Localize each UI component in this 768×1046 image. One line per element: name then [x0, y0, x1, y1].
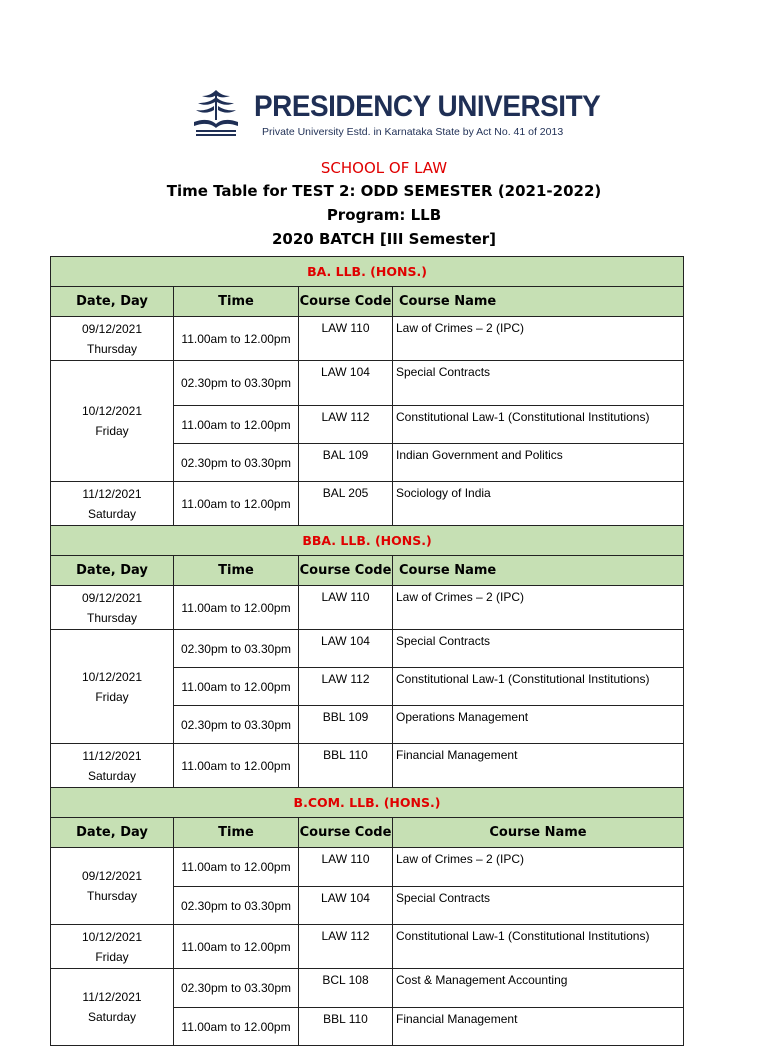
time-cell: 11.00am to 12.00pm — [174, 848, 299, 887]
column-header-row — [51, 287, 684, 317]
table-row — [51, 630, 684, 668]
school-name: SCHOOL OF LAW — [320, 159, 448, 177]
section-header — [51, 788, 684, 818]
column-header-course: Course Name — [393, 556, 684, 586]
date-day-cell — [51, 482, 174, 526]
course-code: LAW 112 — [299, 406, 393, 444]
course-name: Constitutional Law-1 (Constitutional Institutions) — [393, 925, 684, 969]
course-code: BAL 109 — [299, 444, 393, 482]
date-day-cell — [51, 969, 174, 1046]
table-row — [51, 848, 684, 887]
column-header-date: Date, Day — [51, 556, 174, 586]
table-row — [51, 482, 684, 526]
course-name: Financial Management — [393, 744, 684, 788]
date-day-cell — [51, 630, 174, 744]
day: Friday — [95, 949, 129, 964]
table-row — [51, 361, 684, 406]
day: Friday — [95, 424, 129, 438]
column-header-course: Course Name — [393, 287, 684, 317]
column-header-course: Course Name — [393, 818, 684, 848]
course-code: BCL 108 — [299, 969, 393, 1008]
course-code: LAW 104 — [299, 887, 393, 925]
time-cell: 02.30pm to 03.30pm — [174, 444, 299, 482]
time-cell: 02.30pm to 03.30pm — [174, 969, 299, 1008]
time-cell: 11.00am to 12.00pm — [174, 744, 299, 788]
date-day-cell — [51, 586, 174, 630]
column-header-time: Time — [174, 818, 299, 848]
course-code: LAW 112 — [299, 925, 393, 969]
time-cell: 02.30pm to 03.30pm — [174, 887, 299, 925]
time-cell: 02.30pm to 03.30pm — [174, 630, 299, 668]
section-title: B.COM. LLB. (HONS.) — [51, 788, 684, 818]
course-code: LAW 110 — [299, 317, 393, 361]
course-code: LAW 110 — [299, 848, 393, 887]
time-cell: 11.00am to 12.00pm — [174, 317, 299, 361]
date: 10/12/2021 — [81, 669, 143, 684]
course-name: Law of Crimes – 2 (IPC) — [393, 586, 684, 630]
time-cell: 11.00am to 12.00pm — [174, 668, 299, 706]
column-header-time: Time — [174, 556, 299, 586]
university-name: PRESIDENCY UNIVERSITY — [254, 90, 601, 123]
date: 10/12/2021 — [81, 929, 143, 944]
course-name: Law of Crimes – 2 (IPC) — [393, 848, 684, 887]
column-header-code: Course Code — [299, 818, 393, 848]
time-cell: 11.00am to 12.00pm — [174, 925, 299, 969]
date: 11/12/2021 — [82, 486, 142, 501]
date: 09/12/2021 — [81, 321, 143, 336]
table-row — [51, 925, 684, 969]
time-cell: 11.00am to 12.00pm — [174, 1008, 299, 1046]
column-header-row — [51, 818, 684, 848]
course-name: Operations Management — [393, 706, 684, 744]
course-name: Special Contracts — [393, 361, 684, 406]
time-cell: 11.00am to 12.00pm — [174, 482, 299, 526]
date-day-cell — [51, 317, 174, 361]
day: Thursday — [86, 889, 138, 903]
course-name: Financial Management — [393, 1008, 684, 1046]
timetable — [50, 256, 684, 1046]
course-name: Constitutional Law-1 (Constitutional Institutions) — [393, 406, 684, 444]
day: Friday — [95, 689, 129, 704]
course-name: Law of Crimes – 2 (IPC) — [393, 317, 684, 361]
time-cell: 11.00am to 12.00pm — [174, 406, 299, 444]
column-header-code: Course Code — [299, 556, 393, 586]
time-cell: 02.30pm to 03.30pm — [174, 706, 299, 744]
course-code: LAW 104 — [299, 630, 393, 668]
date: 11/12/2021 — [82, 990, 142, 1004]
course-code: BBL 110 — [299, 744, 393, 788]
table-row — [51, 744, 684, 788]
column-header-row — [51, 556, 684, 586]
course-code: LAW 112 — [299, 668, 393, 706]
date: 10/12/2021 — [81, 404, 143, 418]
batch-label: 2020 BATCH [III Semester] — [272, 230, 496, 248]
course-name: Constitutional Law-1 (Constitutional Institutions) — [393, 668, 684, 706]
column-header-code: Course Code — [299, 287, 393, 317]
course-name: Sociology of India — [393, 482, 684, 526]
university-logo — [186, 86, 246, 144]
date-day-cell — [51, 744, 174, 788]
table-row — [51, 317, 684, 361]
date-day-cell — [51, 361, 174, 482]
section-header — [51, 526, 684, 556]
section-header — [51, 257, 684, 287]
day: Thursday — [86, 341, 138, 356]
university-subtitle: Private University Estd. in Karnataka State by Act No. 41 of 2013 — [262, 126, 564, 138]
date-day-cell — [51, 925, 174, 969]
time-cell: 02.30pm to 03.30pm — [174, 361, 299, 406]
program-label: Program: LLB — [326, 206, 442, 224]
course-name: Special Contracts — [393, 630, 684, 668]
column-header-date: Date, Day — [51, 818, 174, 848]
date: 09/12/2021 — [81, 869, 143, 883]
course-code: LAW 104 — [299, 361, 393, 406]
section-title: BA. LLB. (HONS.) — [51, 257, 684, 287]
section-title: BBA. LLB. (HONS.) — [51, 526, 684, 556]
table-row — [51, 969, 684, 1008]
date: 11/12/2021 — [82, 748, 142, 763]
date: 09/12/2021 — [81, 590, 143, 605]
day: Thursday — [86, 610, 138, 625]
course-code: BAL 205 — [299, 482, 393, 526]
timetable-title: Time Table for TEST 2: ODD SEMESTER (2021-2022) — [166, 182, 602, 200]
course-code: BBL 110 — [299, 1008, 393, 1046]
day: Saturday — [87, 1010, 137, 1024]
day: Saturday — [87, 506, 137, 521]
course-name: Indian Government and Politics — [393, 444, 684, 482]
course-name: Cost & Management Accounting — [393, 969, 684, 1008]
course-code: BBL 109 — [299, 706, 393, 744]
course-name: Special Contracts — [393, 887, 684, 925]
time-cell: 11.00am to 12.00pm — [174, 586, 299, 630]
column-header-time: Time — [174, 287, 299, 317]
date-day-cell — [51, 848, 174, 925]
day: Saturday — [87, 768, 137, 783]
course-code: LAW 110 — [299, 586, 393, 630]
table-row — [51, 586, 684, 630]
column-header-date: Date, Day — [51, 287, 174, 317]
